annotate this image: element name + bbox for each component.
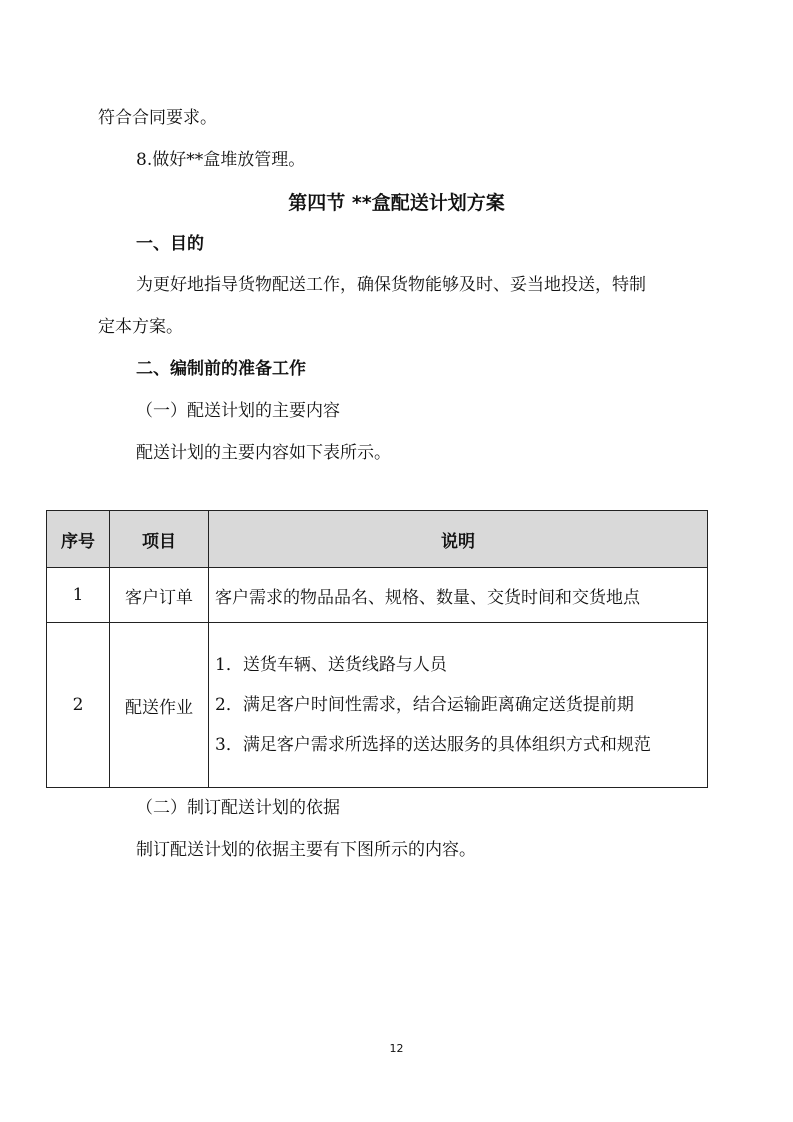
paragraph-table-intro: 配送计划的主要内容如下表所示。 <box>136 443 391 463</box>
page-number: 12 <box>389 1042 404 1055</box>
list-item-8: 8.做好**盒堆放管理。 <box>136 150 306 170</box>
subheading-plan-basis: （二）制订配送计划的依据 <box>136 798 340 818</box>
paragraph-basis-intro: 制订配送计划的依据主要有下图所示的内容。 <box>136 840 476 860</box>
desc-list-item: 2．满足客户时间性需求，结合运输距离确定送货提前期 <box>215 695 634 715</box>
cell-no: 1 <box>47 568 110 623</box>
table-row <box>47 623 708 788</box>
desc-list <box>215 645 701 765</box>
cell-item: 客户订单 <box>110 568 209 623</box>
body-text-continuation: 符合合同要求。 <box>98 108 217 128</box>
plan-content-table <box>46 510 708 788</box>
heading-purpose: 一、目的 <box>136 234 204 254</box>
desc-list-item: 3．满足客户需求所选择的送达服务的具体组织方式和规范 <box>215 735 651 755</box>
cell-item: 配送作业 <box>110 623 209 788</box>
paragraph-purpose-line1: 为更好地指导货物配送工作，确保货物能够及时、妥当地投送，特制 <box>136 275 646 295</box>
desc-list-item: 1．送货车辆、送货线路与人员 <box>215 655 447 675</box>
cell-desc: 客户需求的物品品名、规格、数量、交货时间和交货地点 <box>209 568 708 623</box>
cell-desc <box>209 623 708 788</box>
subheading-plan-content: （一）配送计划的主要内容 <box>136 401 340 421</box>
heading-preparation: 二、编制前的准备工作 <box>136 359 306 379</box>
header-no: 序号 <box>47 511 110 568</box>
table-header-row <box>47 511 708 568</box>
section-title: 第四节 **盒配送计划方案 <box>288 192 505 214</box>
header-desc: 说明 <box>209 511 708 568</box>
cell-no: 2 <box>47 623 110 788</box>
paragraph-purpose-line2: 定本方案。 <box>98 317 183 337</box>
header-item: 项目 <box>110 511 209 568</box>
table-row <box>47 568 708 623</box>
